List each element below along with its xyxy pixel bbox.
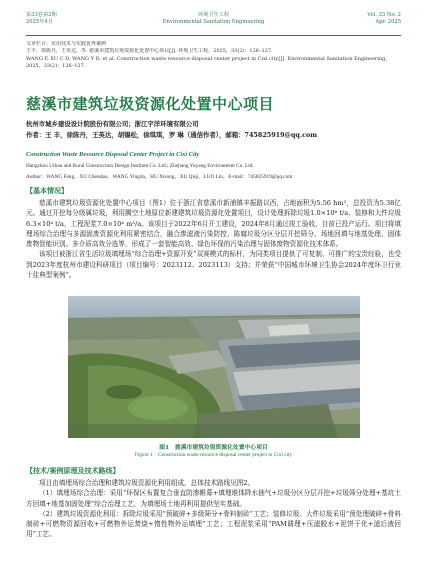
affiliation-cn: 杭州市城乡建设设计院股份有限公司；浙江宇洋环境有限公司 — [26, 120, 199, 128]
citation-en-line1: WANG F, XU C D, WANG Y D, et al. Construction waste resource disposal center project in Cixi city[J]. Environmental Sanitation Engineering， — [26, 55, 391, 62]
section-heading-basic: 【基本情况】 — [26, 186, 68, 195]
citation-en-line2: 2025，33(2)：126–127. — [26, 63, 86, 70]
running-header — [26, 12, 401, 34]
article-title: 慈溪市建筑垃圾资源化处置中心项目 — [26, 95, 275, 113]
journal-name-cn: 环境卫生工程 — [197, 12, 230, 18]
volume-issue-en: Vol. 33 No. 2 — [367, 12, 401, 18]
paragraph: 慈溪市建筑垃圾资源化处置中心项目（图1）位于浙江省慈溪市新浦镇丰振路以西，占地面积为5.56 hm²，总投资为5.38亿元。通过开挖每分级属垃圾，利用腾空土地原位新建建筑垃圾资源化处置项目，设计处理拆除垃圾1.0×10⁶ t/a、装修和大件垃圾6.3×10⁴ t/a，工程泥浆7.0×10⁴ m³/a。该项目于2022年6月开工建设，2024年8月通过竣工验收，目前已投产运行。项目将填埋场综合治理与多源固废资源化利用紧密结合，融合渗滤液污染防控、陈腐垃圾分区分层开挖筛分、场地回填与地基处理、固体废物智能识别、多介质高效分选等，形成了一套智能高效、绿色环保的污染治理与固体废物资源化技术体系。 — [26, 199, 401, 249]
journal-name — [26, 12, 401, 26]
list-item: （2）建筑垃圾资源化利用：拆除垃圾采用“预破碎+多级筛分+骨料制砖”工艺；装修垃圾、大件垃圾采用“预处理破碎+骨料制砖+可燃物资源回收+可燃物外运焚烧+惰性物外运填埋”工艺；工程泥浆采用“PAM调理+压滤脱水+泥饼干化+滤后液回用”工艺。 — [26, 509, 401, 539]
affiliation-en: Hangzhou Urban and Rural Construction Design Institute Co. Ltd.; Zhejiang Yuyang Environment Co. Ltd. — [26, 163, 254, 169]
journal-volume-right — [367, 12, 401, 26]
section-heading-tech: 【技术/案例原理及技术路线】 — [26, 466, 120, 475]
paragraph: 该项目被浙江省生活垃圾填埋场“综合治理+资源开发”双赛模式的标杆，为同类项目提供了可复制、可推广的宝贵经验，也受到2023年度杭州市建设科研项目（项目编号：2023112、2023113）支持；并荣获“中国城市环境卫生协会2024年度环卫行业十佳典型案例”。 — [26, 250, 401, 280]
figure-caption-cn: 图1 慈溪市建筑垃圾资源化处置中心项目 — [159, 445, 268, 451]
authors-en: Author：WANG Feng，XU Chendan，WANG Yingda，HU Xisong，XU Qiqi，LUO Lin，E-mail：745825919@qq.com — [26, 174, 293, 180]
section-body-basic — [26, 198, 401, 280]
citation-block — [26, 41, 401, 71]
figure-caption-en: Figure 1 Construction waste resource disposal center project in Cixi city — [134, 452, 293, 458]
aerial-photo — [68, 296, 360, 438]
aerial-photo-illustration — [68, 296, 360, 438]
section-body-tech — [26, 478, 401, 540]
volume-issue-cn: 第33卷第2期 — [26, 12, 57, 18]
article-title-en: Construction Waste Resource Disposal Center Project in Cixi City — [26, 151, 200, 158]
journal-name-en: Environmental Sanitation Engineering — [162, 19, 265, 25]
article-column: 文章栏目：实用技术与实践优秀案例 — [26, 41, 107, 47]
list-item: （1）填埋场综合治理：采用“环保区布置复合垂直防渗帷幕+填埋堆体降水抽气+垃圾分区分层开挖+垃圾筛分处理+基坑土方回填+地基加固处理”综合治理工艺，为填埋场土地再利用提供坚实基础。 — [26, 489, 401, 508]
issue-date-en: Apr. 2025 — [375, 19, 401, 25]
header-divider — [26, 35, 401, 36]
citation-cn: 王丰，徐陈丹，王英达，等. 慈溪市建筑垃圾资源化处置中心项目[J]. 环境卫生工程，2025，33(2)：126–127. — [26, 48, 273, 55]
authors-cn: 作者：王 丰，徐陈丹，王英达，胡锡松，徐琪琪，罗 琳（通信作者），邮箱：745825919@qq.com — [26, 131, 318, 139]
issue-date-cn: 2025年4月 — [26, 19, 53, 25]
paragraph: 项目由填埋场综合治理和建筑垃圾资源化利用组成，总体技术路线见图2。 — [39, 479, 255, 487]
